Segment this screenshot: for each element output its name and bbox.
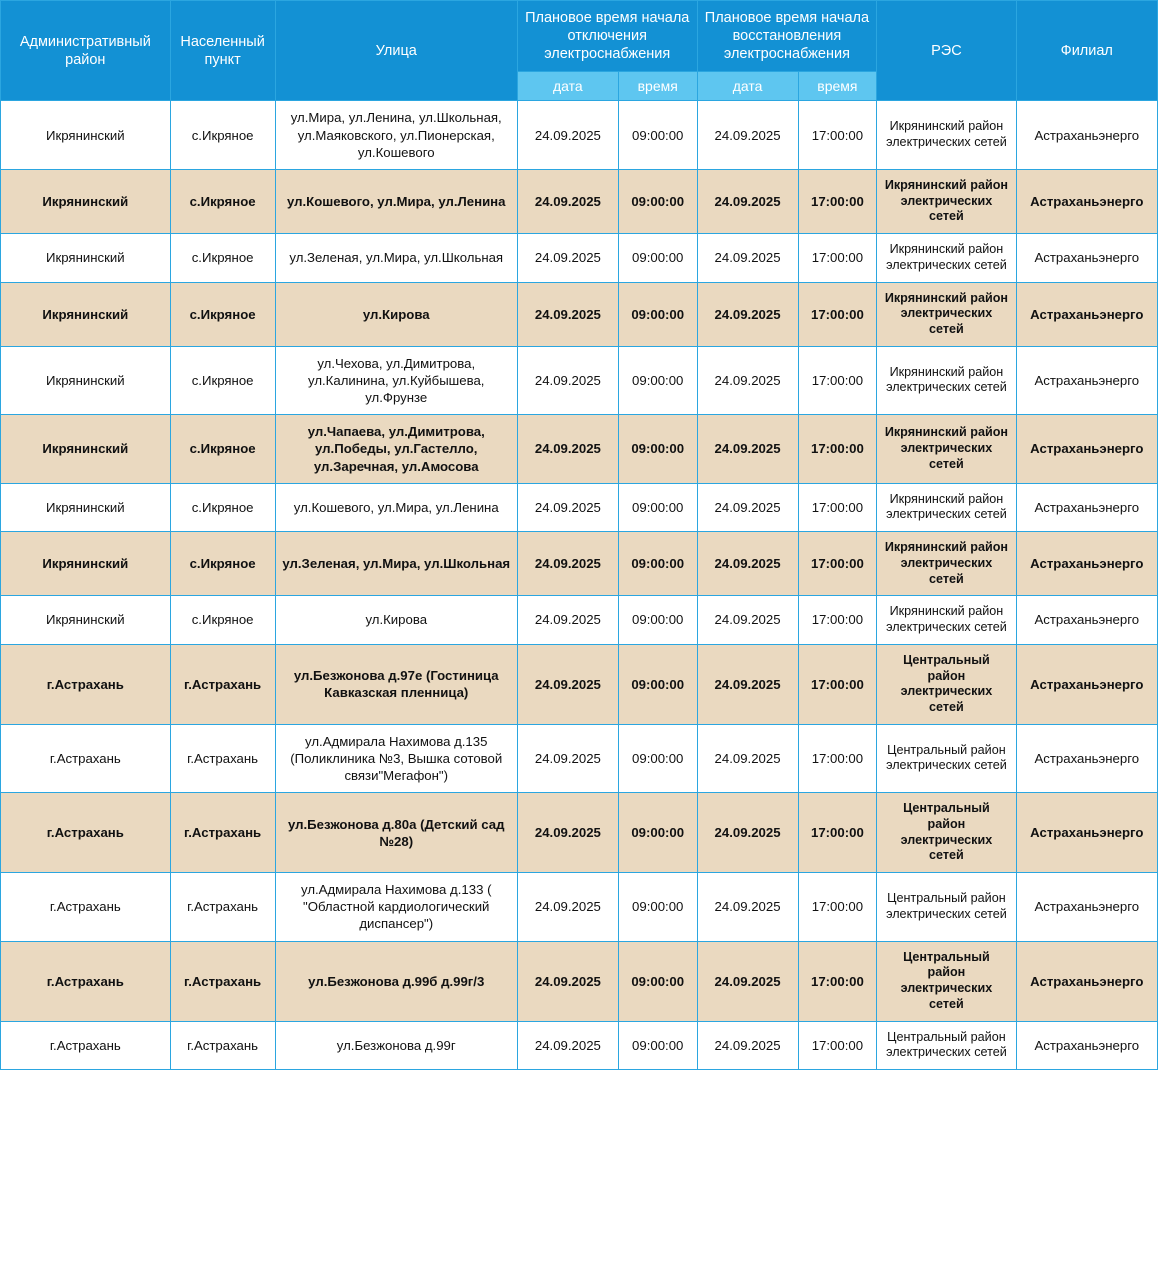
cell-off-date: 24.09.2025	[517, 532, 618, 596]
cell-street: ул.Безжонова д.99г	[275, 1021, 517, 1069]
cell-street: ул.Мира, ул.Ленина, ул.Школьная, ул.Маяковского, ул.Пионерская, ул.Кошевого	[275, 101, 517, 169]
cell-street: ул.Зеленая, ул.Мира, ул.Школьная	[275, 532, 517, 596]
cell-res: Икрянинский район электрических сетей	[877, 169, 1016, 233]
cell-street: ул.Зеленая, ул.Мира, ул.Школьная	[275, 234, 517, 282]
cell-on-time: 17:00:00	[798, 282, 877, 346]
column-header-branch: Филиал	[1016, 1, 1157, 101]
subcolumn-header-off-date: дата	[517, 72, 618, 101]
cell-locality: с.Икряное	[170, 415, 275, 483]
table-row	[1, 483, 1158, 531]
table-row	[1, 1021, 1158, 1069]
cell-off-time: 09:00:00	[618, 532, 697, 596]
table-row	[1, 873, 1158, 941]
cell-on-date: 24.09.2025	[697, 793, 798, 873]
cell-locality: г.Астрахань	[170, 793, 275, 873]
cell-res: Центральный район электрических сетей	[877, 644, 1016, 724]
cell-res: Центральный район электрических сетей	[877, 873, 1016, 941]
cell-on-date: 24.09.2025	[697, 644, 798, 724]
cell-branch: Астраханьэнерго	[1016, 873, 1157, 941]
table-body	[1, 101, 1158, 1070]
table-row	[1, 415, 1158, 483]
cell-on-date: 24.09.2025	[697, 282, 798, 346]
cell-off-time: 09:00:00	[618, 415, 697, 483]
cell-district: Икрянинский	[1, 169, 171, 233]
cell-locality: г.Астрахань	[170, 724, 275, 792]
cell-on-date: 24.09.2025	[697, 234, 798, 282]
cell-on-date: 24.09.2025	[697, 101, 798, 169]
cell-off-time: 09:00:00	[618, 793, 697, 873]
cell-res: Центральный район электрических сетей	[877, 1021, 1016, 1069]
cell-on-time: 17:00:00	[798, 1021, 877, 1069]
cell-branch: Астраханьэнерго	[1016, 644, 1157, 724]
cell-res: Центральный район электрических сетей	[877, 941, 1016, 1021]
cell-district: Икрянинский	[1, 282, 171, 346]
cell-on-time: 17:00:00	[798, 596, 877, 644]
cell-locality: с.Икряное	[170, 346, 275, 414]
cell-on-time: 17:00:00	[798, 793, 877, 873]
cell-off-time: 09:00:00	[618, 346, 697, 414]
cell-locality: с.Икряное	[170, 596, 275, 644]
cell-off-time: 09:00:00	[618, 644, 697, 724]
cell-locality: г.Астрахань	[170, 941, 275, 1021]
cell-on-time: 17:00:00	[798, 483, 877, 531]
cell-on-time: 17:00:00	[798, 532, 877, 596]
cell-on-date: 24.09.2025	[697, 169, 798, 233]
cell-off-time: 09:00:00	[618, 483, 697, 531]
cell-on-date: 24.09.2025	[697, 483, 798, 531]
cell-on-time: 17:00:00	[798, 101, 877, 169]
cell-street: ул.Безжонова д.99б д.99г/3	[275, 941, 517, 1021]
cell-branch: Астраханьэнерго	[1016, 483, 1157, 531]
cell-street: ул.Безжонова д.80а (Детский сад №28)	[275, 793, 517, 873]
cell-res: Икрянинский район электрических сетей	[877, 532, 1016, 596]
column-header-street: Улица	[275, 1, 517, 101]
cell-off-time: 09:00:00	[618, 724, 697, 792]
cell-branch: Астраханьэнерго	[1016, 234, 1157, 282]
cell-locality: г.Астрахань	[170, 644, 275, 724]
table-row	[1, 532, 1158, 596]
table-row	[1, 101, 1158, 169]
cell-locality: с.Икряное	[170, 483, 275, 531]
column-header-locality: Населенный пункт	[170, 1, 275, 101]
cell-off-date: 24.09.2025	[517, 941, 618, 1021]
cell-branch: Астраханьэнерго	[1016, 169, 1157, 233]
cell-off-time: 09:00:00	[618, 596, 697, 644]
column-header-outage-start: Плановое время начала отключения электроснабжения	[517, 1, 697, 72]
cell-res: Икрянинский район электрических сетей	[877, 282, 1016, 346]
cell-branch: Астраханьэнерго	[1016, 282, 1157, 346]
cell-res: Центральный район электрических сетей	[877, 724, 1016, 792]
cell-street: ул.Адмирала Нахимова д.133 ( "Областной кардиологический диспансер")	[275, 873, 517, 941]
cell-on-time: 17:00:00	[798, 941, 877, 1021]
cell-district: Икрянинский	[1, 346, 171, 414]
cell-res: Центральный район электрических сетей	[877, 793, 1016, 873]
cell-street: ул.Чехова, ул.Димитрова, ул.Калинина, ул.Куйбышева, ул.Фрунзе	[275, 346, 517, 414]
table-row	[1, 346, 1158, 414]
cell-district: Икрянинский	[1, 415, 171, 483]
cell-street: ул.Кошевого, ул.Мира, ул.Ленина	[275, 483, 517, 531]
cell-branch: Астраханьэнерго	[1016, 532, 1157, 596]
cell-on-date: 24.09.2025	[697, 415, 798, 483]
cell-branch: Астраханьэнерго	[1016, 346, 1157, 414]
cell-off-date: 24.09.2025	[517, 724, 618, 792]
cell-locality: с.Икряное	[170, 169, 275, 233]
cell-on-date: 24.09.2025	[697, 532, 798, 596]
column-header-res: РЭС	[877, 1, 1016, 101]
cell-branch: Астраханьэнерго	[1016, 793, 1157, 873]
cell-off-date: 24.09.2025	[517, 644, 618, 724]
cell-locality: г.Астрахань	[170, 1021, 275, 1069]
cell-district: г.Астрахань	[1, 793, 171, 873]
cell-district: г.Астрахань	[1, 873, 171, 941]
cell-res: Икрянинский район электрических сетей	[877, 483, 1016, 531]
cell-on-time: 17:00:00	[798, 169, 877, 233]
cell-locality: с.Икряное	[170, 101, 275, 169]
table-row	[1, 941, 1158, 1021]
cell-off-time: 09:00:00	[618, 169, 697, 233]
cell-on-time: 17:00:00	[798, 415, 877, 483]
cell-off-date: 24.09.2025	[517, 101, 618, 169]
cell-district: Икрянинский	[1, 532, 171, 596]
cell-street: ул.Кошевого, ул.Мира, ул.Ленина	[275, 169, 517, 233]
table-row	[1, 169, 1158, 233]
cell-street: ул.Кирова	[275, 596, 517, 644]
table-row	[1, 234, 1158, 282]
table-row	[1, 596, 1158, 644]
cell-locality: с.Икряное	[170, 234, 275, 282]
cell-off-date: 24.09.2025	[517, 1021, 618, 1069]
cell-street: ул.Адмирала Нахимова д.135 (Поликлиника №3, Вышка сотовой связи"Мегафон")	[275, 724, 517, 792]
column-header-district: Административный район	[1, 1, 171, 101]
cell-district: г.Астрахань	[1, 644, 171, 724]
cell-district: Икрянинский	[1, 483, 171, 531]
cell-street: ул.Безжонова д.97е (Гостиница Кавказская пленница)	[275, 644, 517, 724]
subcolumn-header-on-time: время	[798, 72, 877, 101]
cell-district: Икрянинский	[1, 596, 171, 644]
cell-district: Икрянинский	[1, 101, 171, 169]
cell-district: г.Астрахань	[1, 941, 171, 1021]
table-row	[1, 724, 1158, 792]
cell-branch: Астраханьэнерго	[1016, 1021, 1157, 1069]
cell-branch: Астраханьэнерго	[1016, 724, 1157, 792]
cell-off-date: 24.09.2025	[517, 873, 618, 941]
cell-off-time: 09:00:00	[618, 1021, 697, 1069]
table-row	[1, 644, 1158, 724]
cell-street: ул.Чапаева, ул.Димитрова, ул.Победы, ул.Гастелло, ул.Заречная, ул.Амосова	[275, 415, 517, 483]
cell-street: ул.Кирова	[275, 282, 517, 346]
subcolumn-header-off-time: время	[618, 72, 697, 101]
cell-district: г.Астрахань	[1, 1021, 171, 1069]
cell-off-date: 24.09.2025	[517, 415, 618, 483]
cell-res: Икрянинский район электрических сетей	[877, 234, 1016, 282]
cell-district: г.Астрахань	[1, 724, 171, 792]
cell-locality: с.Икряное	[170, 282, 275, 346]
cell-off-time: 09:00:00	[618, 282, 697, 346]
cell-district: Икрянинский	[1, 234, 171, 282]
cell-off-date: 24.09.2025	[517, 234, 618, 282]
cell-on-time: 17:00:00	[798, 873, 877, 941]
cell-off-date: 24.09.2025	[517, 793, 618, 873]
cell-off-date: 24.09.2025	[517, 282, 618, 346]
subcolumn-header-on-date: дата	[697, 72, 798, 101]
cell-off-date: 24.09.2025	[517, 596, 618, 644]
cell-on-date: 24.09.2025	[697, 873, 798, 941]
column-header-restore-start: Плановое время начала восстановления электроснабжения	[697, 1, 877, 72]
cell-on-date: 24.09.2025	[697, 1021, 798, 1069]
cell-branch: Астраханьэнерго	[1016, 941, 1157, 1021]
cell-res: Икрянинский район электрических сетей	[877, 101, 1016, 169]
cell-res: Икрянинский район электрических сетей	[877, 596, 1016, 644]
cell-off-date: 24.09.2025	[517, 169, 618, 233]
cell-on-date: 24.09.2025	[697, 724, 798, 792]
cell-off-time: 09:00:00	[618, 101, 697, 169]
cell-off-date: 24.09.2025	[517, 483, 618, 531]
cell-on-time: 17:00:00	[798, 644, 877, 724]
cell-on-time: 17:00:00	[798, 234, 877, 282]
cell-branch: Астраханьэнерго	[1016, 101, 1157, 169]
header-row-main	[1, 1, 1158, 72]
cell-on-date: 24.09.2025	[697, 346, 798, 414]
cell-off-time: 09:00:00	[618, 873, 697, 941]
cell-locality: г.Астрахань	[170, 873, 275, 941]
cell-on-date: 24.09.2025	[697, 596, 798, 644]
cell-locality: с.Икряное	[170, 532, 275, 596]
table-row	[1, 793, 1158, 873]
cell-res: Икрянинский район электрических сетей	[877, 346, 1016, 414]
cell-branch: Астраханьэнерго	[1016, 415, 1157, 483]
cell-on-time: 17:00:00	[798, 724, 877, 792]
table-row	[1, 282, 1158, 346]
cell-res: Икрянинский район электрических сетей	[877, 415, 1016, 483]
cell-on-date: 24.09.2025	[697, 941, 798, 1021]
cell-on-time: 17:00:00	[798, 346, 877, 414]
cell-off-time: 09:00:00	[618, 234, 697, 282]
cell-branch: Астраханьэнерго	[1016, 596, 1157, 644]
table-header	[1, 1, 1158, 101]
cell-off-time: 09:00:00	[618, 941, 697, 1021]
cell-off-date: 24.09.2025	[517, 346, 618, 414]
